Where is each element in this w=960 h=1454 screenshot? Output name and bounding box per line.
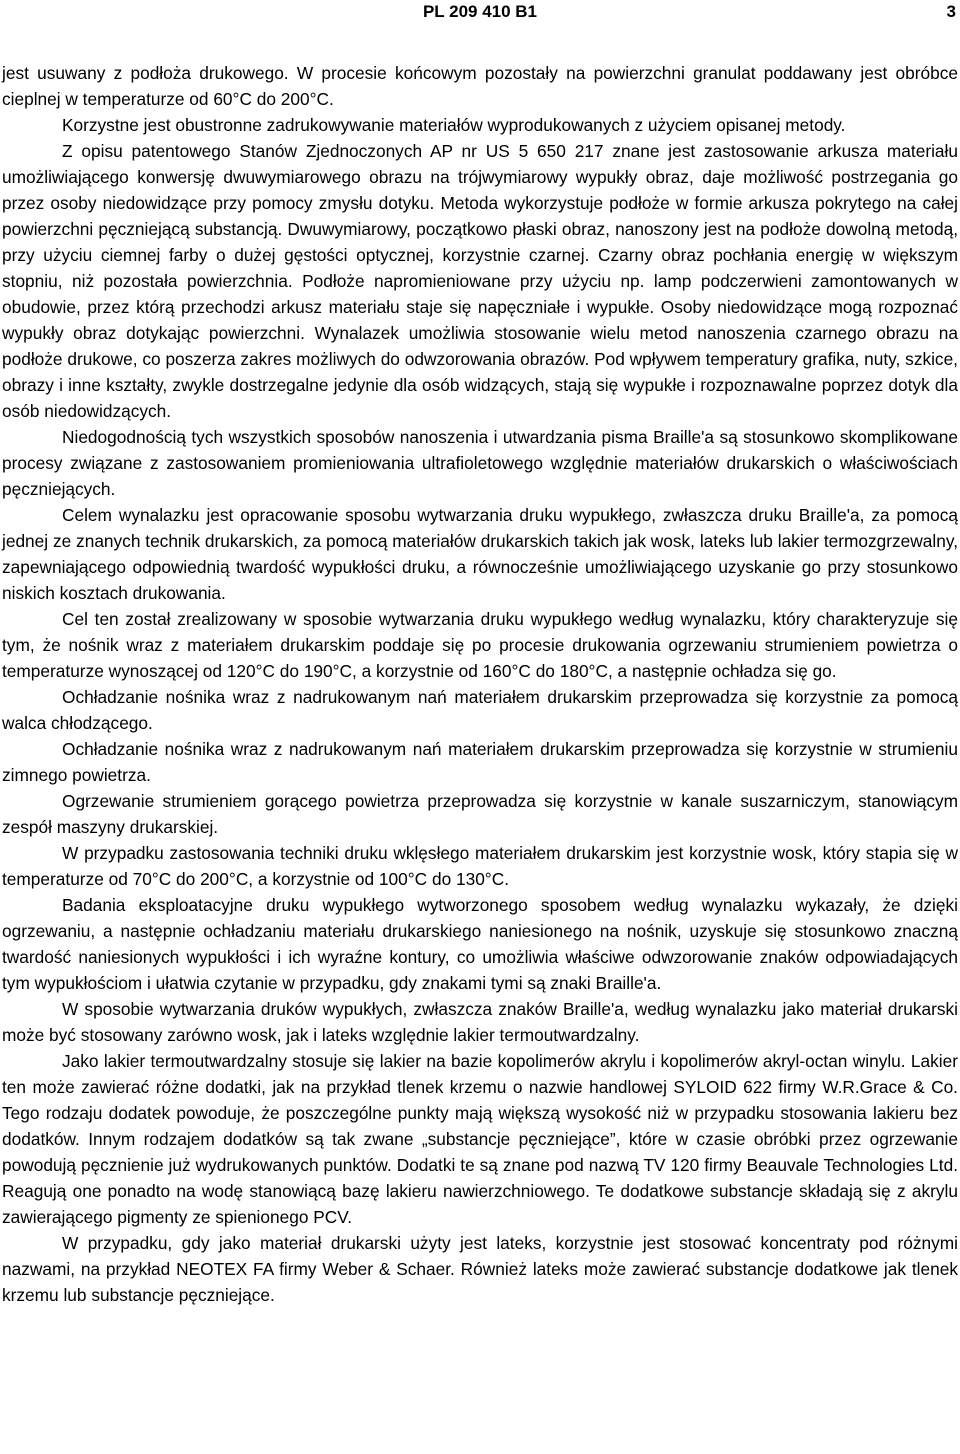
page-header (2, 0, 958, 24)
paragraph: W przypadku zastosowania techniki druku wklęsłego materiałem drukarskim jest korzystnie wosk, który stapia się w temperaturze od 70°C do 200°C, a korzystnie od 100°C do 130°C. (2, 843, 958, 889)
paragraph: W przypadku, gdy jako materiał drukarski użyty jest lateks, korzystnie jest stosować koncentraty pod różnymi nazwami, na przykład NEOTEX FA firmy Weber & Schaer. Również lateks może zawierać substancje dodatkowe jak tlenek krzemu lub substancje pęczniejące. (2, 1233, 958, 1305)
paragraph: W sposobie wytwarzania druków wypukłych, zwłaszcza znaków Braille'a, według wynalazku jako materiał drukarski może być stosowany zarówno wosk, jak i lateks względnie lakier termoutwardzalny. (2, 999, 958, 1045)
paragraph: Badania eksploatacyjne druku wypukłego wytworzonego sposobem według wynalazku wykazały, że dzięki ogrzewaniu, a następnie ochładzaniu materiału drukarskiego naniesionego na nośnik, uzyskuje się stosunkowo znaczną twardość naniesionych wypukłości i ich wyraźne kontury, co umożliwia właściwe odwzorowanie znaków odpowiadających tym wypukłościom i ułatwia czytanie w przypadku, gdy znakami tymi są znaki Braille'a. (2, 895, 958, 993)
paragraph: Z opisu patentowego Stanów Zjednoczonych AP nr US 5 650 217 znane jest zastosowanie arkusza materiału umożliwiającego konwersję dwuwymiarowego obrazu na trójwymiarowy wypukły obraz, daje możliwość postrzegania go przez osoby niedowidzące przy pomocy zmysłu dotyku. Metoda wykorzystuje podłoże w formie arkusza pokrytego na całej powierzchni pęczniejącą substancją. Dwuwymiarowy, początkowo płaski obraz, nanoszony jest na podłoże dowolną metodą, przy użyciu ciemnej farby o dużej gęstości optycznej, korzystnie czarnej. Czarny obraz pochłania energię w większym stopniu, niż pozostała powierzchnia. Podłoże napromieniowane przy użyciu np. lamp podczerwieni zamontowanych w obudowie, przez którą przechodzi arkusz materiału staje się napęczniałe i wypukłe. Osoby niedowidzące mogą rozpoznać wypukły obraz dotykając powierzchni. Wynalazek umożliwia stosowanie wielu metod nanoszenia czarnego obrazu na podłoże drukowe, co poszerza zakres możliwych do odwzorowania obrazów. Pod wpływem temperatury grafika, nuty, szkice, obrazy i inne kształty, zwykle dostrzegalne jedynie dla osób widzących, stają się wypukłe i rozpoznawalne poprzez dotyk dla osób niedowidzących. (2, 141, 958, 421)
paragraph: Jako lakier termoutwardzalny stosuje się lakier na bazie kopolimerów akrylu i kopolimerów akryl-octan winylu. Lakier ten może zawierać różne dodatki, jak na przykład tlenek krzemu o nazwie handlowej SYLOID 622 firmy W.R.Grace & Co. Tego rodzaju dodatek powoduje, że poszczególne punkty mają większą wysokość niż w przypadku stosowania lakieru bez dodatków. Innym rodzajem dodatków są tak zwane „substancje pęczniejące”, które w czasie obróbki przez ogrzewanie powodują pęcznienie już wydrukowanych punktów. Dodatki te są znane pod nazwą TV 120 firmy Beauvale Technologies Ltd. Reagują one ponadto na wodę stanowiącą bazę lakieru nawierzchniowego. Te dodatkowe substancje składają się z akrylu zawierającego pigmenty ze spienionego PCV. (2, 1051, 958, 1227)
document-number: PL 209 410 B1 (422, 2, 538, 21)
paragraph: Ochładzanie nośnika wraz z nadrukowanym nań materiałem drukarskim przeprowadza się korzystnie w strumieniu zimnego powietrza. (2, 739, 958, 785)
page-number: 3 (946, 2, 956, 21)
paragraph: Niedogodnością tych wszystkich sposobów nanoszenia i utwardzania pisma Braille'a są stosunkowo skomplikowane procesy związane z zastosowaniem promieniowania ultrafioletowego względnie materiałów drukarskich o właściwościach pęczniejących. (2, 427, 958, 499)
paragraph: Korzystne jest obustronne zadrukowywanie materiałów wyprodukowanych z użyciem opisanej metody. (62, 115, 846, 135)
paragraph: jest usuwany z podłoża drukowego. W procesie końcowym pozostały na powierzchni granulat poddawany jest obróbce cieplnej w temperaturze od 60°C do 200°C. (2, 63, 958, 109)
paragraph: Ochładzanie nośnika wraz z nadrukowanym nań materiałem drukarskim przeprowadza się korzystnie za pomocą walca chłodzącego. (2, 687, 958, 733)
document-body (2, 60, 958, 1308)
paragraph: Celem wynalazku jest opracowanie sposobu wytwarzania druku wypukłego, zwłaszcza druku Braille'a, za pomocą jednej ze znanych technik drukarskich, za pomocą materiałów drukarskich takich jak wosk, lateks lub lakier termozgrzewalny, zapewniającego odpowiednią twardość wypukłości druku, a równocześnie umożliwiającego uzyskanie go przy stosunkowo niskich kosztach drukowania. (2, 505, 958, 603)
paragraph: Ogrzewanie strumieniem gorącego powietrza przeprowadza się korzystnie w kanale suszarniczym, stanowiącym zespół maszyny drukarskiej. (2, 791, 958, 837)
paragraph: Cel ten został zrealizowany w sposobie wytwarzania druku wypukłego według wynalazku, który charakteryzuje się tym, że nośnik wraz z materiałem drukarskim poddaje się po procesie drukowania ogrzewaniu strumieniem powietrza o temperaturze wynoszącej od 120°C do 190°C, a korzystnie od 160°C do 180°C, a następnie ochładza się go. (2, 609, 958, 681)
